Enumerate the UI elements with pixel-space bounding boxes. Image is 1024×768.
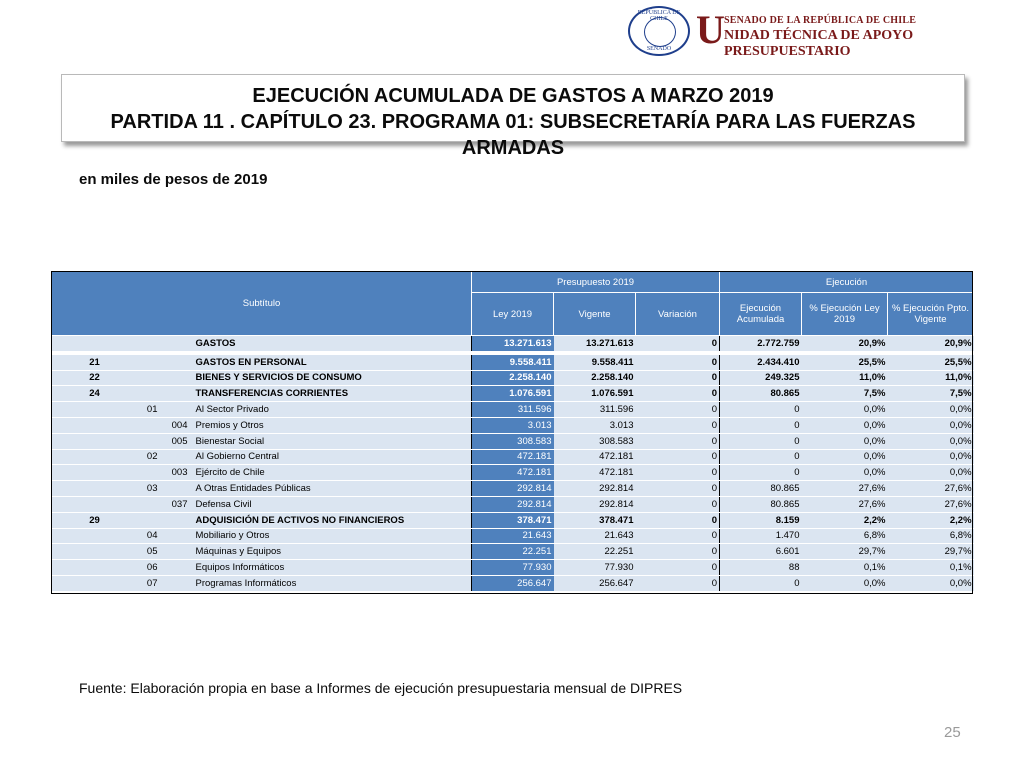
pct-vigente-value: 11,0%: [888, 370, 974, 386]
table-row: [52, 386, 974, 402]
vigente-value: 77.930: [554, 560, 636, 576]
ley-value: 77.930: [472, 560, 554, 576]
pct-ley-value: 0,0%: [802, 465, 888, 481]
variacion-value: 0: [636, 481, 720, 497]
variacion-value: 0: [636, 496, 720, 512]
table-row: [52, 370, 974, 386]
code-subtitulo: [52, 575, 138, 591]
title-line2: PARTIDA 11 . CAPÍTULO 23. PROGRAMA 01: SUBSECRETARÍA PARA LAS FUERZAS ARMADAS: [110, 111, 916, 159]
code-asignacion: [164, 528, 194, 544]
pct-vigente-value: 0,0%: [888, 575, 974, 591]
code-asignacion: [164, 560, 194, 576]
item-name: Al Gobierno Central: [194, 449, 472, 465]
logo-line1: SENADO DE LA REPÚBLICA DE CHILE: [724, 15, 917, 26]
ejecucion-value: 6.601: [720, 544, 802, 560]
code-item: [138, 353, 164, 370]
pct-ley-value: 7,5%: [802, 386, 888, 402]
table-row: [52, 417, 974, 433]
table-body: [52, 336, 974, 592]
vigente-value: 1.076.591: [554, 386, 636, 402]
table-row: [52, 496, 974, 512]
ley-value: 13.271.613: [472, 336, 554, 353]
vigente-value: 292.814: [554, 481, 636, 497]
code-asignacion: [164, 336, 194, 353]
ley-value: 21.643: [472, 528, 554, 544]
table-row: [52, 575, 974, 591]
header-pct-vigente: % Ejecución Ppto. Vigente: [888, 293, 974, 336]
vigente-value: 378.471: [554, 512, 636, 528]
table-row: [52, 449, 974, 465]
ejecucion-value: 0: [720, 417, 802, 433]
vigente-value: 311.596: [554, 402, 636, 418]
header-subtitulo: Subtítulo: [52, 272, 472, 336]
variacion-value: 0: [636, 575, 720, 591]
code-item: [138, 512, 164, 528]
vigente-value: 22.251: [554, 544, 636, 560]
seal-emblem: [644, 17, 676, 47]
pct-ley-value: 0,0%: [802, 449, 888, 465]
ley-value: 1.076.591: [472, 386, 554, 402]
ejecucion-value: 0: [720, 402, 802, 418]
ley-value: 9.558.411: [472, 353, 554, 370]
item-name: TRANSFERENCIAS CORRIENTES: [194, 386, 472, 402]
item-name: GASTOS: [194, 336, 472, 353]
item-name: Ejército de Chile: [194, 465, 472, 481]
ejecucion-value: 2.772.759: [720, 336, 802, 353]
header-presupuesto: Presupuesto 2019: [472, 272, 720, 293]
code-item: [138, 386, 164, 402]
budget-table: [51, 271, 974, 592]
pct-ley-value: 2,2%: [802, 512, 888, 528]
pct-ley-value: 0,0%: [802, 575, 888, 591]
variacion-value: 0: [636, 544, 720, 560]
pct-ley-value: 11,0%: [802, 370, 888, 386]
table-row: [52, 402, 974, 418]
code-asignacion: [164, 575, 194, 591]
table-row: [52, 560, 974, 576]
ejecucion-value: 249.325: [720, 370, 802, 386]
ejecucion-value: 2.434.410: [720, 353, 802, 370]
variacion-value: 0: [636, 386, 720, 402]
table-row: [52, 512, 974, 528]
pct-vigente-value: 29,7%: [888, 544, 974, 560]
code-item: [138, 417, 164, 433]
table-row: [52, 465, 974, 481]
item-name: Programas Informáticos: [194, 575, 472, 591]
seal-top-text: REPÚBLICA DE CHILE: [637, 10, 681, 22]
pct-ley-value: 0,0%: [802, 402, 888, 418]
ejecucion-value: 0: [720, 575, 802, 591]
code-asignacion: 003: [164, 465, 194, 481]
vigente-value: 308.583: [554, 433, 636, 449]
code-item: 03: [138, 481, 164, 497]
code-item: [138, 370, 164, 386]
pct-vigente-value: 0,0%: [888, 465, 974, 481]
code-subtitulo: [52, 544, 138, 560]
code-subtitulo: 24: [52, 386, 138, 402]
table-row: [52, 544, 974, 560]
ley-value: 3.013: [472, 417, 554, 433]
header-ejec-acum: Ejecución Acumulada: [720, 293, 802, 336]
variacion-value: 0: [636, 433, 720, 449]
pct-vigente-value: 2,2%: [888, 512, 974, 528]
item-name: GASTOS EN PERSONAL: [194, 353, 472, 370]
pct-vigente-value: 6,8%: [888, 528, 974, 544]
code-asignacion: [164, 353, 194, 370]
seal-bottom-text: SENADO: [646, 46, 672, 52]
table-row: [52, 353, 974, 370]
code-asignacion: [164, 512, 194, 528]
ejecucion-value: 0: [720, 465, 802, 481]
pct-ley-value: 20,9%: [802, 336, 888, 353]
ejecucion-value: 8.159: [720, 512, 802, 528]
pct-vigente-value: 27,6%: [888, 481, 974, 497]
variacion-value: 0: [636, 465, 720, 481]
variacion-value: 0: [636, 336, 720, 353]
item-name: Al Sector Privado: [194, 402, 472, 418]
item-name: Máquinas y Equipos: [194, 544, 472, 560]
vigente-value: 3.013: [554, 417, 636, 433]
code-item: 06: [138, 560, 164, 576]
code-asignacion: [164, 544, 194, 560]
code-subtitulo: [52, 560, 138, 576]
logo-line2: NIDAD TÉCNICA DE APOYO PRESUPUESTARIO: [724, 28, 914, 59]
variacion-value: 0: [636, 512, 720, 528]
pct-vigente-value: 0,0%: [888, 402, 974, 418]
variacion-value: 0: [636, 417, 720, 433]
pct-ley-value: 29,7%: [802, 544, 888, 560]
ley-value: 472.181: [472, 465, 554, 481]
ley-value: 2.258.140: [472, 370, 554, 386]
header-pct-ley: % Ejecución Ley 2019: [802, 293, 888, 336]
pct-vigente-value: 0,1%: [888, 560, 974, 576]
ley-value: 292.814: [472, 496, 554, 512]
senate-seal-icon: [628, 6, 690, 56]
source-note: Fuente: Elaboración propia en base a Informes de ejecución presupuestaria mensual de DIPRES: [79, 680, 683, 696]
variacion-value: 0: [636, 402, 720, 418]
variacion-value: 0: [636, 560, 720, 576]
table-row: [52, 528, 974, 544]
code-asignacion: 004: [164, 417, 194, 433]
pct-vigente-value: 7,5%: [888, 386, 974, 402]
variacion-value: 0: [636, 370, 720, 386]
pct-vigente-value: 0,0%: [888, 449, 974, 465]
vigente-value: 472.181: [554, 465, 636, 481]
ley-value: 378.471: [472, 512, 554, 528]
ley-value: 472.181: [472, 449, 554, 465]
pct-vigente-value: 25,5%: [888, 353, 974, 370]
logo-initial: U: [696, 7, 725, 52]
table-row: [52, 336, 974, 353]
pct-ley-value: 0,0%: [802, 433, 888, 449]
pct-vigente-value: 27,6%: [888, 496, 974, 512]
code-subtitulo: [52, 449, 138, 465]
code-asignacion: [164, 449, 194, 465]
code-subtitulo: [52, 465, 138, 481]
vigente-value: 21.643: [554, 528, 636, 544]
code-item: [138, 433, 164, 449]
item-name: Equipos Informáticos: [194, 560, 472, 576]
pct-ley-value: 27,6%: [802, 481, 888, 497]
code-item: 02: [138, 449, 164, 465]
code-asignacion: [164, 481, 194, 497]
title-box: [61, 74, 965, 159]
item-name: ADQUISICIÓN DE ACTIVOS NO FINANCIEROS: [194, 512, 472, 528]
pct-ley-value: 25,5%: [802, 353, 888, 370]
pct-vigente-value: 20,9%: [888, 336, 974, 353]
variacion-value: 0: [636, 449, 720, 465]
pct-ley-value: 0,0%: [802, 417, 888, 433]
code-item: [138, 496, 164, 512]
pct-vigente-value: 0,0%: [888, 417, 974, 433]
item-name: Premios y Otros: [194, 417, 472, 433]
ejecucion-value: 80.865: [720, 496, 802, 512]
code-subtitulo: [52, 496, 138, 512]
code-item: 05: [138, 544, 164, 560]
ley-value: 22.251: [472, 544, 554, 560]
code-asignacion: [164, 370, 194, 386]
code-subtitulo: 22: [52, 370, 138, 386]
code-item: 07: [138, 575, 164, 591]
code-subtitulo: [52, 417, 138, 433]
vigente-value: 472.181: [554, 449, 636, 465]
code-subtitulo: 21: [52, 353, 138, 370]
item-name: Mobiliario y Otros: [194, 528, 472, 544]
ejecucion-value: 88: [720, 560, 802, 576]
header-ejecucion: Ejecución: [720, 272, 974, 293]
pct-ley-value: 6,8%: [802, 528, 888, 544]
ley-value: 311.596: [472, 402, 554, 418]
code-asignacion: 005: [164, 433, 194, 449]
variacion-value: 0: [636, 528, 720, 544]
vigente-value: 13.271.613: [554, 336, 636, 353]
vigente-value: 9.558.411: [554, 353, 636, 370]
code-asignacion: [164, 402, 194, 418]
vigente-value: 292.814: [554, 496, 636, 512]
code-subtitulo: [52, 481, 138, 497]
code-asignacion: [164, 386, 194, 402]
vigente-value: 256.647: [554, 575, 636, 591]
code-subtitulo: [52, 402, 138, 418]
item-name: BIENES Y SERVICIOS DE CONSUMO: [194, 370, 472, 386]
item-name: Bienestar Social: [194, 433, 472, 449]
ejecucion-value: 80.865: [720, 386, 802, 402]
title-line1: EJECUCIÓN ACUMULADA DE GASTOS A MARZO 2019: [252, 85, 774, 107]
ley-value: 256.647: [472, 575, 554, 591]
ejecucion-value: 0: [720, 433, 802, 449]
ejecucion-value: 1.470: [720, 528, 802, 544]
header-ley: Ley 2019: [472, 293, 554, 336]
variacion-value: 0: [636, 353, 720, 370]
header-vigente: Vigente: [554, 293, 636, 336]
code-subtitulo: [52, 528, 138, 544]
item-name: Defensa Civil: [194, 496, 472, 512]
code-item: 04: [138, 528, 164, 544]
code-subtitulo: [52, 433, 138, 449]
page-number: 25: [944, 724, 961, 741]
senate-logo: [628, 6, 1018, 58]
ejecucion-value: 0: [720, 449, 802, 465]
table-row: [52, 481, 974, 497]
units-subtitle: en miles de pesos de 2019: [79, 171, 268, 188]
code-subtitulo: [52, 336, 138, 353]
pct-ley-value: 27,6%: [802, 496, 888, 512]
code-asignacion: 037: [164, 496, 194, 512]
ley-value: 292.814: [472, 481, 554, 497]
ley-value: 308.583: [472, 433, 554, 449]
item-name: A Otras Entidades Públicas: [194, 481, 472, 497]
code-item: [138, 465, 164, 481]
code-subtitulo: 29: [52, 512, 138, 528]
code-item: [138, 336, 164, 353]
pct-ley-value: 0,1%: [802, 560, 888, 576]
header-variacion: Variación: [636, 293, 720, 336]
pct-vigente-value: 0,0%: [888, 433, 974, 449]
table-row: [52, 433, 974, 449]
code-item: 01: [138, 402, 164, 418]
ejecucion-value: 80.865: [720, 481, 802, 497]
vigente-value: 2.258.140: [554, 370, 636, 386]
